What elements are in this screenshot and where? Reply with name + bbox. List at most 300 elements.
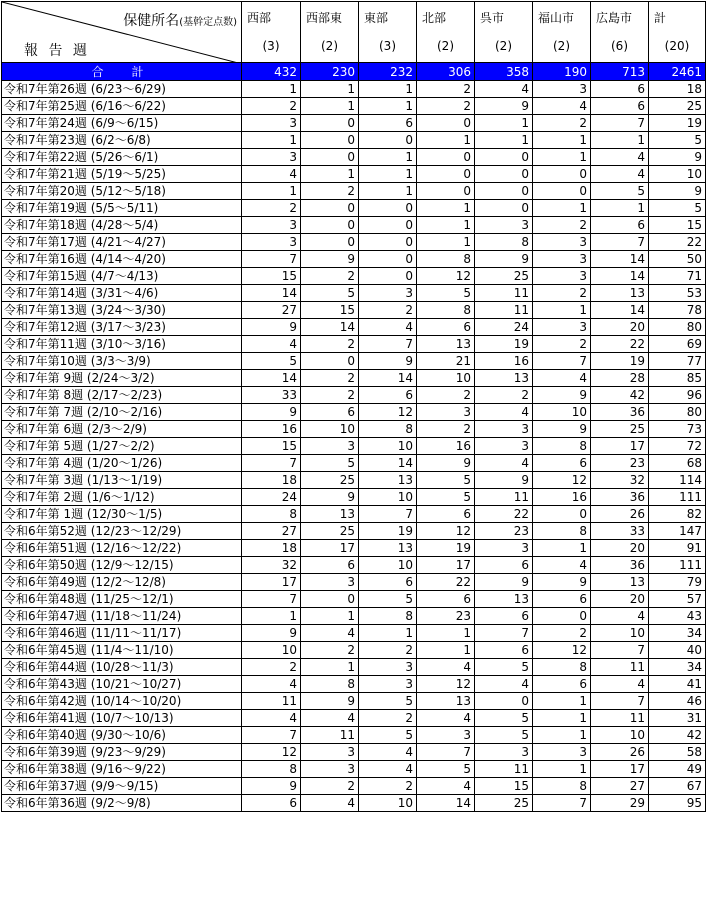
case-count-cell: 111 (649, 489, 706, 506)
case-count-cell: 3 (301, 438, 359, 455)
case-count-cell: 9 (475, 472, 533, 489)
week-label: 令和7年第 2週 (1/6～1/12) (2, 489, 242, 506)
station-sub-label: (基幹定点数) (179, 17, 237, 28)
case-count-cell: 1 (242, 608, 301, 625)
case-count-cell: 16 (417, 438, 475, 455)
case-count-cell: 1 (533, 302, 591, 319)
case-count-cell: 33 (242, 387, 301, 404)
case-count-cell: 13 (417, 693, 475, 710)
case-count-cell: 1 (533, 540, 591, 557)
case-count-cell: 1 (359, 98, 417, 115)
case-count-cell: 1 (417, 217, 475, 234)
case-count-cell: 2 (417, 387, 475, 404)
case-count-cell: 9 (359, 353, 417, 370)
case-count-cell: 7 (533, 795, 591, 812)
case-count-cell: 68 (649, 455, 706, 472)
week-label: 令和7年第22週 (5/26～6/1) (2, 149, 242, 166)
case-count-cell: 9 (533, 421, 591, 438)
case-count-cell: 0 (301, 217, 359, 234)
case-count-cell: 8 (301, 676, 359, 693)
week-label: 令和7年第17週 (4/21～4/27) (2, 234, 242, 251)
case-count-cell: 8 (475, 234, 533, 251)
case-count-cell: 3 (475, 421, 533, 438)
header-row (2, 2, 706, 63)
case-count-cell: 12 (417, 268, 475, 285)
case-count-cell: 0 (475, 693, 533, 710)
case-count-cell: 1 (242, 183, 301, 200)
case-count-cell: 6 (533, 591, 591, 608)
case-count-cell: 0 (417, 166, 475, 183)
case-count-cell: 6 (359, 115, 417, 132)
column-header-kure (475, 2, 533, 63)
case-count-cell: 25 (591, 421, 649, 438)
case-count-cell: 7 (242, 591, 301, 608)
case-count-cell: 32 (591, 472, 649, 489)
case-count-cell: 13 (475, 591, 533, 608)
case-count-cell: 36 (591, 557, 649, 574)
case-count-cell: 14 (359, 370, 417, 387)
case-count-cell: 27 (242, 523, 301, 540)
case-count-cell: 9 (242, 778, 301, 795)
case-count-cell: 9 (649, 149, 706, 166)
case-count-cell: 4 (475, 676, 533, 693)
case-count-cell: 6 (591, 81, 649, 98)
case-count-cell: 9 (649, 183, 706, 200)
column-points: (2) (437, 39, 454, 53)
week-label: 令和7年第 8週 (2/17～2/23) (2, 387, 242, 404)
week-row (2, 132, 706, 149)
case-count-cell: 25 (301, 523, 359, 540)
week-label: 令和6年第52週 (12/23～12/29) (2, 523, 242, 540)
week-row (2, 319, 706, 336)
case-count-cell: 9 (242, 404, 301, 421)
week-row (2, 81, 706, 98)
column-name: 計 (654, 11, 667, 25)
column-points: (3) (379, 39, 396, 53)
case-count-cell: 1 (417, 132, 475, 149)
case-count-cell: 10 (359, 438, 417, 455)
week-row (2, 183, 706, 200)
case-count-cell: 9 (301, 251, 359, 268)
case-count-cell: 13 (417, 336, 475, 353)
case-count-cell: 4 (475, 404, 533, 421)
total-value: 306 (417, 63, 475, 81)
week-row (2, 234, 706, 251)
week-row (2, 523, 706, 540)
station-header (123, 10, 237, 30)
case-count-cell: 0 (359, 234, 417, 251)
case-count-cell: 15 (242, 438, 301, 455)
week-row (2, 710, 706, 727)
case-count-cell: 32 (242, 557, 301, 574)
case-count-cell: 9 (242, 625, 301, 642)
case-count-cell: 46 (649, 693, 706, 710)
case-count-cell: 6 (417, 319, 475, 336)
case-count-cell: 3 (475, 438, 533, 455)
case-count-cell: 19 (475, 336, 533, 353)
case-count-cell: 1 (301, 659, 359, 676)
case-count-cell: 3 (475, 217, 533, 234)
case-count-cell: 10 (533, 404, 591, 421)
case-count-cell: 1 (475, 115, 533, 132)
case-count-cell: 3 (301, 744, 359, 761)
case-count-cell: 4 (242, 710, 301, 727)
case-count-cell: 7 (533, 353, 591, 370)
case-count-cell: 8 (359, 421, 417, 438)
case-count-cell: 0 (359, 200, 417, 217)
case-count-cell: 13 (475, 370, 533, 387)
case-count-cell: 25 (301, 472, 359, 489)
case-count-cell: 7 (417, 744, 475, 761)
case-count-cell: 9 (417, 455, 475, 472)
case-count-cell: 8 (417, 251, 475, 268)
week-row (2, 115, 706, 132)
week-label: 令和6年第48週 (11/25～12/1) (2, 591, 242, 608)
case-count-cell: 2 (301, 268, 359, 285)
case-count-cell: 91 (649, 540, 706, 557)
week-label: 令和6年第51週 (12/16～12/22) (2, 540, 242, 557)
week-label: 令和6年第43週 (10/21～10/27) (2, 676, 242, 693)
case-count-cell: 12 (242, 744, 301, 761)
week-label: 令和6年第37週 (9/9～9/15) (2, 778, 242, 795)
case-count-cell: 7 (591, 115, 649, 132)
case-count-cell: 10 (242, 642, 301, 659)
week-row (2, 166, 706, 183)
case-count-cell: 6 (301, 557, 359, 574)
case-count-cell: 9 (301, 693, 359, 710)
column-header-hokubu (417, 2, 475, 63)
case-count-cell: 10 (417, 370, 475, 387)
week-label: 令和7年第 9週 (2/24～3/2) (2, 370, 242, 387)
week-row (2, 676, 706, 693)
case-count-cell: 4 (301, 795, 359, 812)
case-count-cell: 19 (359, 523, 417, 540)
case-count-cell: 4 (533, 98, 591, 115)
case-count-cell: 2 (533, 625, 591, 642)
case-count-cell: 9 (475, 574, 533, 591)
case-count-cell: 1 (417, 642, 475, 659)
case-count-cell: 2 (301, 778, 359, 795)
column-points: (2) (553, 39, 570, 53)
case-count-cell: 49 (649, 761, 706, 778)
case-count-cell: 4 (417, 778, 475, 795)
case-count-cell: 3 (301, 761, 359, 778)
case-count-cell: 4 (301, 625, 359, 642)
case-count-cell: 9 (533, 387, 591, 404)
case-count-cell: 0 (417, 183, 475, 200)
week-row (2, 200, 706, 217)
total-value: 190 (533, 63, 591, 81)
case-count-cell: 4 (359, 761, 417, 778)
case-count-cell: 4 (591, 166, 649, 183)
case-count-cell: 10 (359, 489, 417, 506)
column-header-tobu (359, 2, 417, 63)
week-row (2, 608, 706, 625)
case-count-cell: 6 (475, 557, 533, 574)
case-count-cell: 1 (359, 183, 417, 200)
case-count-cell: 79 (649, 574, 706, 591)
case-count-cell: 3 (359, 676, 417, 693)
case-count-cell: 8 (417, 302, 475, 319)
week-row (2, 370, 706, 387)
case-count-cell: 12 (533, 642, 591, 659)
column-name: 西部 (247, 11, 272, 25)
column-header-fukuyama (533, 2, 591, 63)
week-row (2, 387, 706, 404)
case-count-cell: 5 (649, 200, 706, 217)
week-row (2, 557, 706, 574)
case-count-cell: 25 (649, 98, 706, 115)
case-count-cell: 23 (417, 608, 475, 625)
case-count-cell: 0 (417, 115, 475, 132)
case-count-cell: 1 (533, 710, 591, 727)
case-count-cell: 17 (591, 761, 649, 778)
case-count-cell: 4 (591, 608, 649, 625)
week-row (2, 659, 706, 676)
case-count-cell: 1 (301, 608, 359, 625)
week-row (2, 693, 706, 710)
case-count-cell: 1 (301, 98, 359, 115)
week-label: 令和7年第 6週 (2/3～2/9) (2, 421, 242, 438)
week-row (2, 540, 706, 557)
week-row (2, 642, 706, 659)
case-count-cell: 7 (359, 336, 417, 353)
column-points: (3) (262, 39, 280, 53)
week-row (2, 421, 706, 438)
case-count-cell: 2 (417, 98, 475, 115)
week-row (2, 302, 706, 319)
case-count-cell: 4 (359, 744, 417, 761)
case-count-cell: 11 (475, 302, 533, 319)
column-header-seibu-higashi (301, 2, 359, 63)
case-count-cell: 0 (359, 268, 417, 285)
case-count-cell: 11 (301, 727, 359, 744)
case-count-cell: 3 (533, 744, 591, 761)
case-count-cell: 78 (649, 302, 706, 319)
case-count-cell: 5 (417, 472, 475, 489)
case-count-cell: 73 (649, 421, 706, 438)
column-points: (2) (321, 39, 338, 53)
case-count-cell: 22 (475, 506, 533, 523)
case-count-cell: 29 (591, 795, 649, 812)
surveillance-table (1, 1, 706, 812)
case-count-cell: 5 (301, 285, 359, 302)
case-count-cell: 8 (533, 659, 591, 676)
case-count-cell: 14 (417, 795, 475, 812)
case-count-cell: 13 (591, 574, 649, 591)
case-count-cell: 19 (417, 540, 475, 557)
case-count-cell: 7 (359, 506, 417, 523)
total-label: 合計 (2, 63, 242, 81)
week-label: 令和7年第23週 (6/2～6/8) (2, 132, 242, 149)
week-label: 令和7年第16週 (4/14～4/20) (2, 251, 242, 268)
week-row (2, 744, 706, 761)
case-count-cell: 0 (301, 353, 359, 370)
week-label: 令和6年第45週 (11/4～11/10) (2, 642, 242, 659)
week-row (2, 727, 706, 744)
week-label: 令和6年第42週 (10/14～10/20) (2, 693, 242, 710)
case-count-cell: 0 (359, 132, 417, 149)
case-count-cell: 11 (475, 285, 533, 302)
week-row (2, 489, 706, 506)
case-count-cell: 14 (359, 455, 417, 472)
case-count-cell: 80 (649, 404, 706, 421)
case-count-cell: 20 (591, 540, 649, 557)
case-count-cell: 2 (359, 710, 417, 727)
case-count-cell: 26 (591, 744, 649, 761)
case-count-cell: 3 (301, 574, 359, 591)
case-count-cell: 6 (533, 676, 591, 693)
case-count-cell: 14 (301, 319, 359, 336)
week-label: 令和6年第38週 (9/16～9/22) (2, 761, 242, 778)
week-label: 令和6年第46週 (11/11～11/17) (2, 625, 242, 642)
case-count-cell: 1 (591, 200, 649, 217)
case-count-cell: 2 (533, 217, 591, 234)
case-count-cell: 6 (533, 455, 591, 472)
total-value: 232 (359, 63, 417, 81)
case-count-cell: 0 (301, 591, 359, 608)
week-label: 令和7年第15週 (4/7～4/13) (2, 268, 242, 285)
total-value: 230 (301, 63, 359, 81)
case-count-cell: 42 (649, 727, 706, 744)
column-points: (20) (664, 39, 690, 53)
case-count-cell: 12 (417, 523, 475, 540)
case-count-cell: 9 (242, 319, 301, 336)
case-count-cell: 4 (475, 81, 533, 98)
column-header-seibu (242, 2, 301, 63)
week-label: 令和7年第25週 (6/16～6/22) (2, 98, 242, 115)
week-label: 令和7年第11週 (3/10～3/16) (2, 336, 242, 353)
case-count-cell: 2 (242, 200, 301, 217)
case-count-cell: 0 (359, 217, 417, 234)
case-count-cell: 1 (533, 132, 591, 149)
case-count-cell: 10 (649, 166, 706, 183)
case-count-cell: 6 (417, 591, 475, 608)
case-count-cell: 96 (649, 387, 706, 404)
case-count-cell: 0 (533, 506, 591, 523)
week-label: 令和7年第10週 (3/3～3/9) (2, 353, 242, 370)
case-count-cell: 8 (533, 523, 591, 540)
case-count-cell: 71 (649, 268, 706, 285)
case-count-cell: 1 (533, 761, 591, 778)
week-label: 令和7年第13週 (3/24～3/30) (2, 302, 242, 319)
case-count-cell: 95 (649, 795, 706, 812)
case-count-cell: 8 (533, 778, 591, 795)
week-label: 令和7年第 7週 (2/10～2/16) (2, 404, 242, 421)
case-count-cell: 7 (475, 625, 533, 642)
case-count-cell: 2 (533, 336, 591, 353)
week-row (2, 404, 706, 421)
week-row (2, 625, 706, 642)
case-count-cell: 77 (649, 353, 706, 370)
case-count-cell: 13 (359, 472, 417, 489)
case-count-cell: 11 (475, 761, 533, 778)
case-count-cell: 6 (591, 98, 649, 115)
week-label: 令和6年第39週 (9/23～9/29) (2, 744, 242, 761)
case-count-cell: 13 (591, 285, 649, 302)
week-label: 令和7年第20週 (5/12～5/18) (2, 183, 242, 200)
case-count-cell: 8 (242, 506, 301, 523)
case-count-cell: 2 (301, 336, 359, 353)
case-count-cell: 6 (591, 217, 649, 234)
case-count-cell: 0 (533, 166, 591, 183)
week-label: 令和7年第 5週 (1/27～2/2) (2, 438, 242, 455)
week-label: 令和7年第26週 (6/23～6/29) (2, 81, 242, 98)
case-count-cell: 3 (475, 540, 533, 557)
case-count-cell: 3 (475, 744, 533, 761)
case-count-cell: 0 (475, 166, 533, 183)
week-row (2, 217, 706, 234)
case-count-cell: 5 (649, 132, 706, 149)
case-count-cell: 1 (533, 727, 591, 744)
case-count-cell: 14 (591, 268, 649, 285)
week-label: 令和6年第40週 (9/30～10/6) (2, 727, 242, 744)
case-count-cell: 1 (417, 625, 475, 642)
case-count-cell: 1 (359, 625, 417, 642)
case-count-cell: 3 (242, 149, 301, 166)
case-count-cell: 67 (649, 778, 706, 795)
case-count-cell: 5 (417, 489, 475, 506)
case-count-cell: 7 (591, 642, 649, 659)
case-count-cell: 2 (417, 421, 475, 438)
column-name: 呉市 (480, 11, 505, 25)
case-count-cell: 18 (242, 540, 301, 557)
case-count-cell: 0 (475, 183, 533, 200)
week-header: 報 告 週 (24, 43, 90, 59)
case-count-cell: 12 (533, 472, 591, 489)
column-name: 福山市 (538, 11, 575, 25)
case-count-cell: 2 (301, 183, 359, 200)
week-label: 令和6年第36週 (9/2～9/8) (2, 795, 242, 812)
case-count-cell: 1 (242, 132, 301, 149)
column-name: 東部 (364, 11, 389, 25)
week-row (2, 761, 706, 778)
case-count-cell: 14 (591, 251, 649, 268)
column-points: (2) (495, 39, 512, 53)
case-count-cell: 43 (649, 608, 706, 625)
column-name: 広島市 (596, 11, 633, 25)
case-count-cell: 5 (591, 183, 649, 200)
case-count-cell: 2 (359, 778, 417, 795)
week-row (2, 574, 706, 591)
week-row (2, 795, 706, 812)
case-count-cell: 4 (242, 676, 301, 693)
week-label: 令和6年第41週 (10/7～10/13) (2, 710, 242, 727)
week-row (2, 438, 706, 455)
case-count-cell: 24 (475, 319, 533, 336)
week-row (2, 353, 706, 370)
case-count-cell: 2 (417, 81, 475, 98)
case-count-cell: 3 (242, 115, 301, 132)
case-count-cell: 5 (301, 455, 359, 472)
case-count-cell: 20 (591, 591, 649, 608)
case-count-cell: 72 (649, 438, 706, 455)
case-count-cell: 0 (301, 234, 359, 251)
case-count-cell: 4 (242, 336, 301, 353)
case-count-cell: 2 (533, 115, 591, 132)
week-row (2, 98, 706, 115)
case-count-cell: 8 (242, 761, 301, 778)
case-count-cell: 7 (591, 693, 649, 710)
case-count-cell: 53 (649, 285, 706, 302)
case-count-cell: 5 (359, 727, 417, 744)
case-count-cell: 5 (475, 710, 533, 727)
case-count-cell: 0 (417, 149, 475, 166)
case-count-cell: 1 (533, 149, 591, 166)
case-count-cell: 3 (533, 234, 591, 251)
week-label: 令和7年第 3週 (1/13～1/19) (2, 472, 242, 489)
week-label: 令和7年第19週 (5/5～5/11) (2, 200, 242, 217)
